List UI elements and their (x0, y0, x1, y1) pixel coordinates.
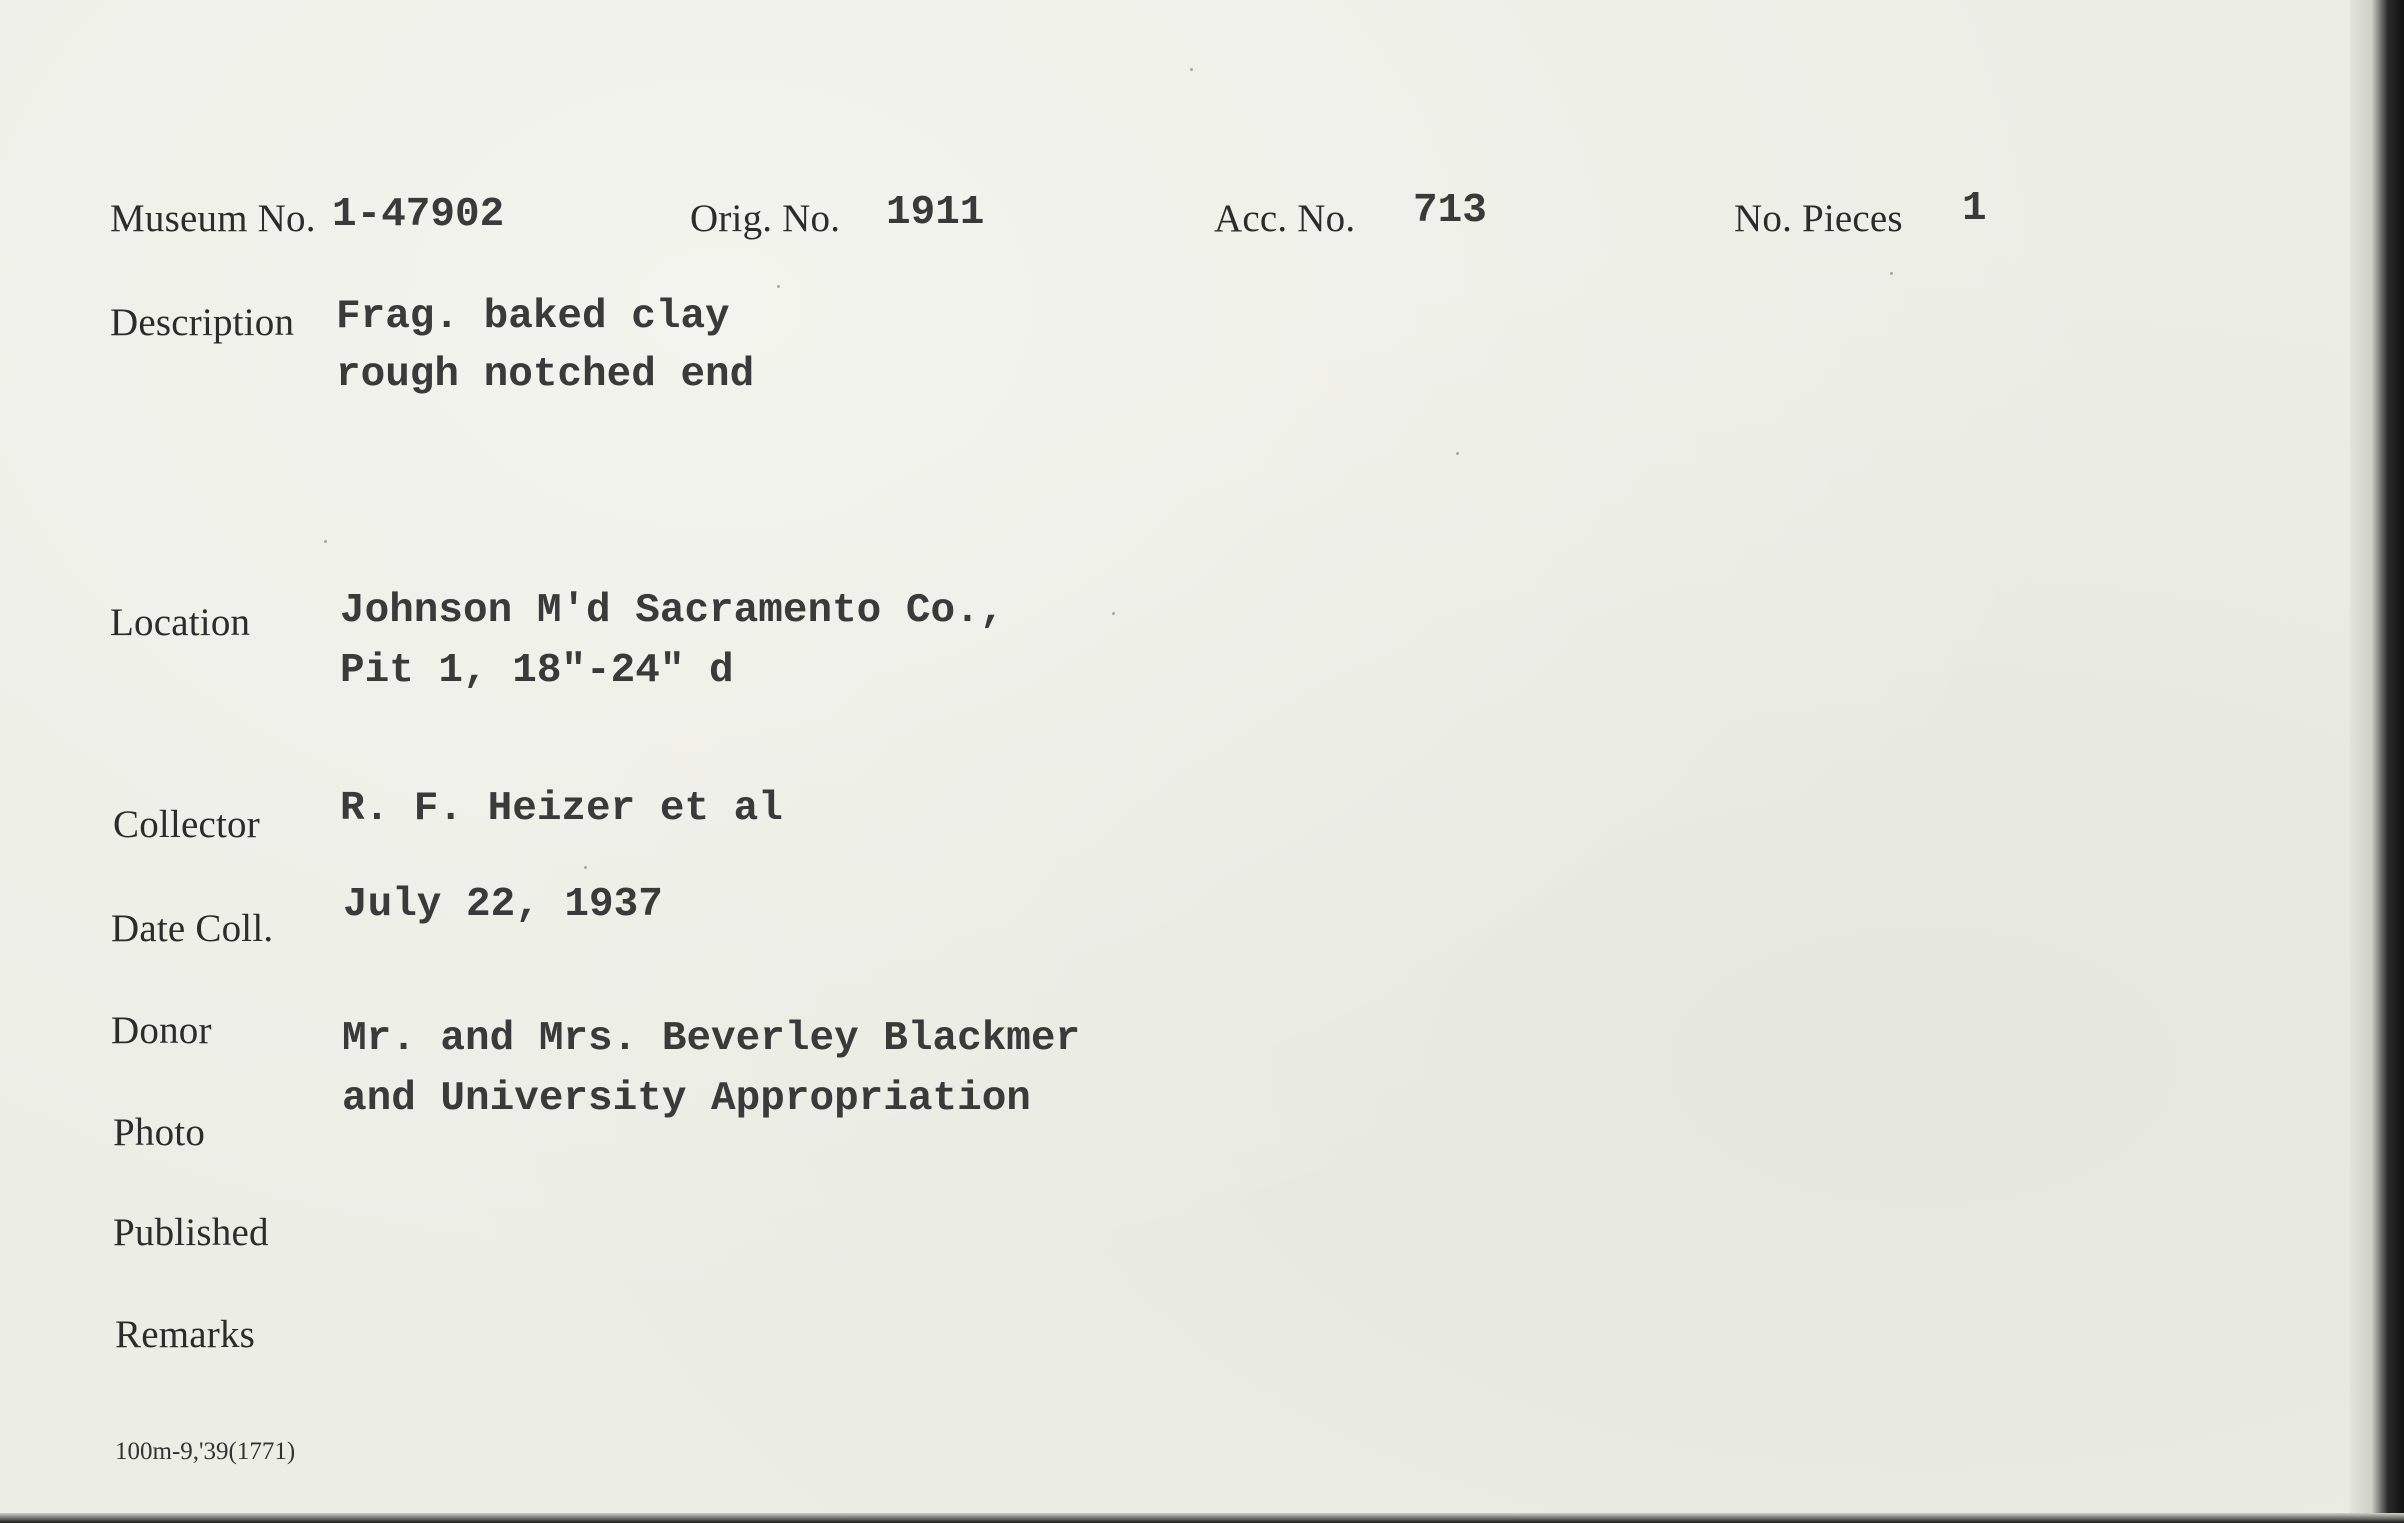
location-label: Location (110, 601, 251, 644)
description-line-1: Frag. baked clay (336, 294, 730, 340)
scan-edge-right (2350, 0, 2404, 1523)
description-label: Description (110, 301, 295, 344)
collector-label: Collector (113, 803, 260, 846)
scan-edge-bottom (0, 1513, 2404, 1523)
orig-no-label: Orig. No. (690, 197, 841, 240)
location-line-2: Pit 1, 18"-24" d (340, 648, 734, 694)
location-line-1: Johnson M'd Sacramento Co., (340, 588, 1005, 634)
no-pieces-label: No. Pieces (1734, 197, 1903, 240)
orig-no-value: 1911 (886, 190, 985, 236)
photo-label: Photo (113, 1111, 206, 1154)
paper-speck (1190, 68, 1193, 71)
paper-speck (777, 285, 780, 288)
description-line-2: rough notched end (336, 352, 755, 398)
donor-line-2: and University Appropriation (342, 1076, 1031, 1122)
date-coll-value: July 22, 1937 (343, 882, 663, 928)
acc-no-label: Acc. No. (1214, 197, 1356, 240)
museum-no-label: Museum No. (110, 197, 316, 240)
date-coll-label: Date Coll. (111, 907, 274, 950)
donor-label: Donor (111, 1009, 212, 1052)
donor-line-1: Mr. and Mrs. Beverley Blackmer (342, 1016, 1081, 1062)
remarks-label: Remarks (115, 1313, 256, 1356)
acc-no-value: 713 (1413, 188, 1487, 234)
paper-speck (584, 866, 587, 869)
paper-speck (324, 540, 327, 543)
published-label: Published (113, 1211, 269, 1254)
collector-value: R. F. Heizer et al (340, 786, 783, 832)
paper-speck (1890, 272, 1893, 275)
no-pieces-value: 1 (1962, 186, 1987, 232)
paper-speck (1112, 612, 1115, 615)
museum-no-value: 1-47902 (332, 192, 505, 238)
form-code: 100m-9,'39(1771) (115, 1438, 296, 1465)
paper-speck (1456, 452, 1459, 455)
